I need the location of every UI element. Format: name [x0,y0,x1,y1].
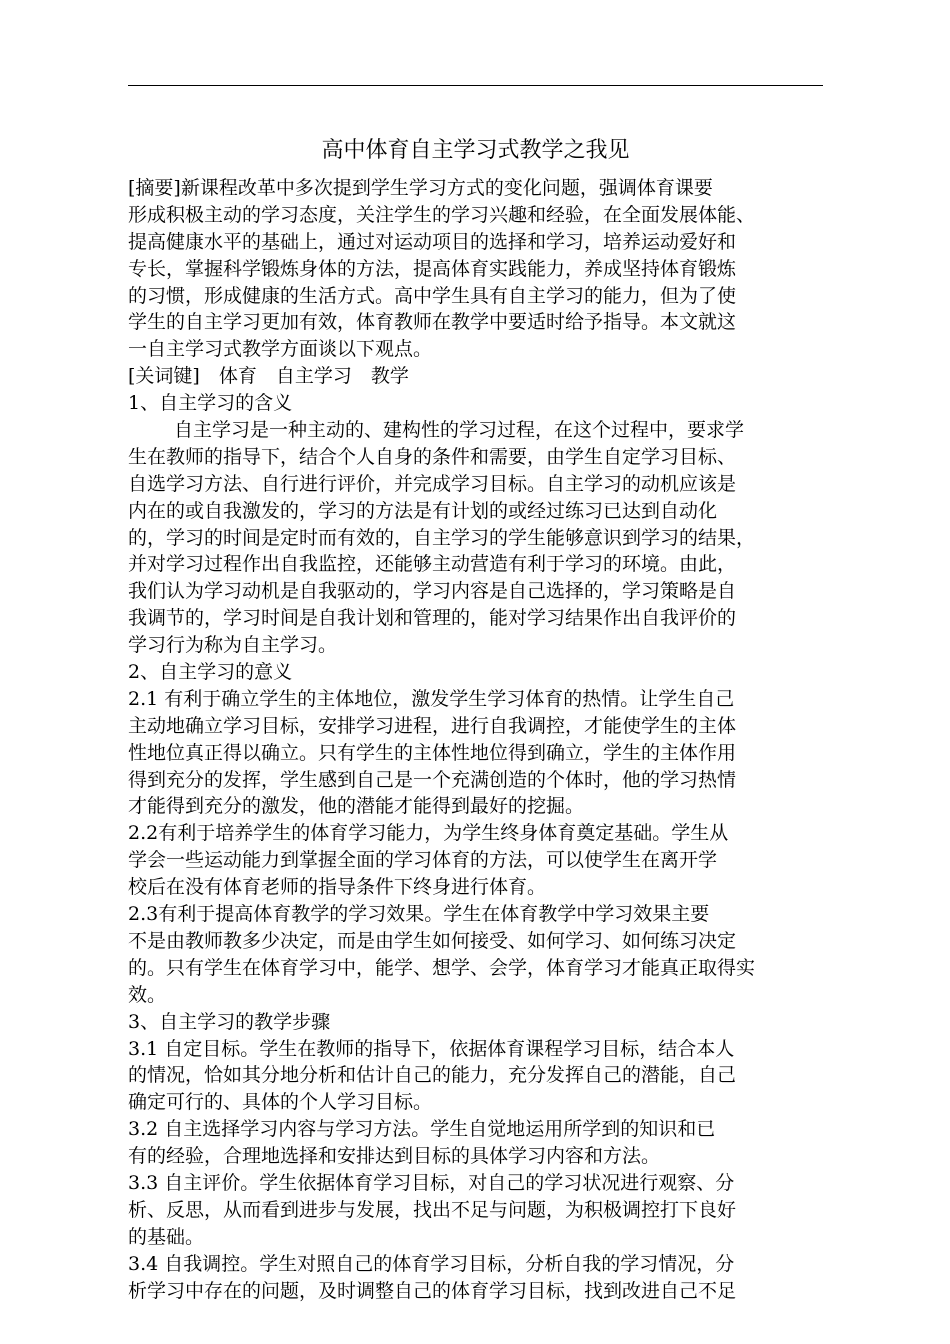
page-title: 高中体育自主学习式教学之我见 [321,138,630,163]
text-line: 专长，掌握科学锻炼身体的方法，提高体育实践能力，养成坚持体育锻炼 [128,257,737,280]
text-line: 的。只有学生在体育学习中，能学、想学、会学，体育学习才能真正取得实 [128,956,756,979]
text-line: 3.2 自主选择学习内容与学习方法。学生自觉地运用所学到的知识和已 [128,1118,716,1141]
text-line: 学习行为称为自主学习。 [128,634,338,657]
text-line: 1、自主学习的含义 [128,392,293,415]
text-line: 一自主学习式教学方面谈以下观点。 [128,338,433,361]
text-line: 效。 [128,983,167,1006]
text-line: 的基础。 [128,1225,205,1248]
text-line: 内在的或自我激发的，学习的方法是有计划的或经过练习已达到自动化 [128,499,718,522]
text-line: 得到充分的发挥，学生感到自己是一个充满创造的个体时，他的学习热情 [128,768,737,791]
text-line: 3.1 自定目标。学生在教师的指导下，依据体育课程学习目标，结合本人 [128,1037,735,1060]
text-line: [关词键] 体育 自主学习 教学 [128,365,409,388]
article-body [128,175,828,1304]
text-line: 确定可行的、具体的个人学习目标。 [128,1091,433,1114]
text-line: 2.2有利于培养学生的体育学习能力，为学生终身体育奠定基础。学生从 [128,822,729,845]
text-line: 主动地确立学习目标，安排学习进程，进行自我调控，才能使学生的主体 [128,714,737,737]
text-line: 我们认为学习动机是自我驱动的，学习内容是自己选择的，学习策略是自 [128,580,737,603]
text-line: 不是由教师教多少决定，而是由学生如何接受、如何学习、如何练习决定 [128,929,737,952]
text-line: 学会一些运动能力到掌握全面的学习体育的方法，可以使学生在离开学 [128,849,718,872]
text-line: 的，学习的时间是定时而有效的，自主学习的学生能够意识到学习的结果， [128,526,756,549]
text-line: 生在教师的指导下，结合个人自身的条件和需要，由学生自定学习目标、 [128,445,737,468]
text-line: 提高健康水平的基础上，通过对运动项目的选择和学习，培养运动爱好和 [128,230,737,253]
text-line: 析、反思，从而看到进步与发展，找出不足与问题，为积极调控打下良好 [128,1198,737,1221]
text-line: 有的经验，合理地选择和安排达到目标的具体学习内容和方法。 [128,1145,661,1168]
text-line: 形成积极主动的学习态度，关注学生的学习兴趣和经验，在全面发展体能、 [128,203,756,226]
text-line: 我调节的，学习时间是自我计划和管理的，能对学习结果作出自我评价的 [128,607,737,630]
text-line: 并对学习过程作出自我监控，还能够主动营造有利于学习的环境。由此， [128,553,737,576]
text-line: 自选学习方法、自行进行评价，并完成学习目标。自主学习的动机应该是 [128,472,737,495]
text-line: 性地位真正得以确立。只有学生的主体性地位得到确立，学生的主体作用 [128,741,737,764]
text-line: [摘要]新课程改革中多次提到学生学习方式的变化问题，强调体育课要 [128,177,713,199]
text-line: 学生的自主学习更加有效，体育教师在教学中要适时给予指导。本文就这 [128,311,737,334]
text-line: 校后在没有体育老师的指导条件下终身进行体育。 [128,876,547,899]
text-line: 自主学习是一种主动的、建构性的学习过程，在这个过程中，要求学 [174,419,745,442]
text-line: 2.1 有利于确立学生的主体地位，激发学生学习体育的热情。让学生自己 [128,687,735,710]
text-line: 的习惯，形成健康的生活方式。高中学生具有自主学习的能力，但为了使 [128,284,737,307]
text-line: 3.3 自主评价。学生依据体育学习目标，对自己的学习状况进行观察、分 [128,1171,735,1194]
text-line: 3.4 自我调控。学生对照自己的体育学习目标，分析自我的学习情况，分 [128,1252,735,1275]
text-line: 2、自主学习的意义 [128,661,293,684]
text-line: 的情况，恰如其分地分析和估计自己的能力，充分发挥自己的潜能，自己 [128,1064,737,1087]
text-line: 才能得到充分的激发，他的潜能才能得到最好的挖掘。 [128,795,585,818]
text-line: 析学习中存在的问题，及时调整自己的体育学习目标，找到改进自己不足 [128,1279,737,1302]
header-rule [128,85,823,86]
text-line: 3、自主学习的教学步骤 [128,1010,331,1033]
text-line: 2.3有利于提高体育教学的学习效果。学生在体育教学中学习效果主要 [128,903,710,926]
